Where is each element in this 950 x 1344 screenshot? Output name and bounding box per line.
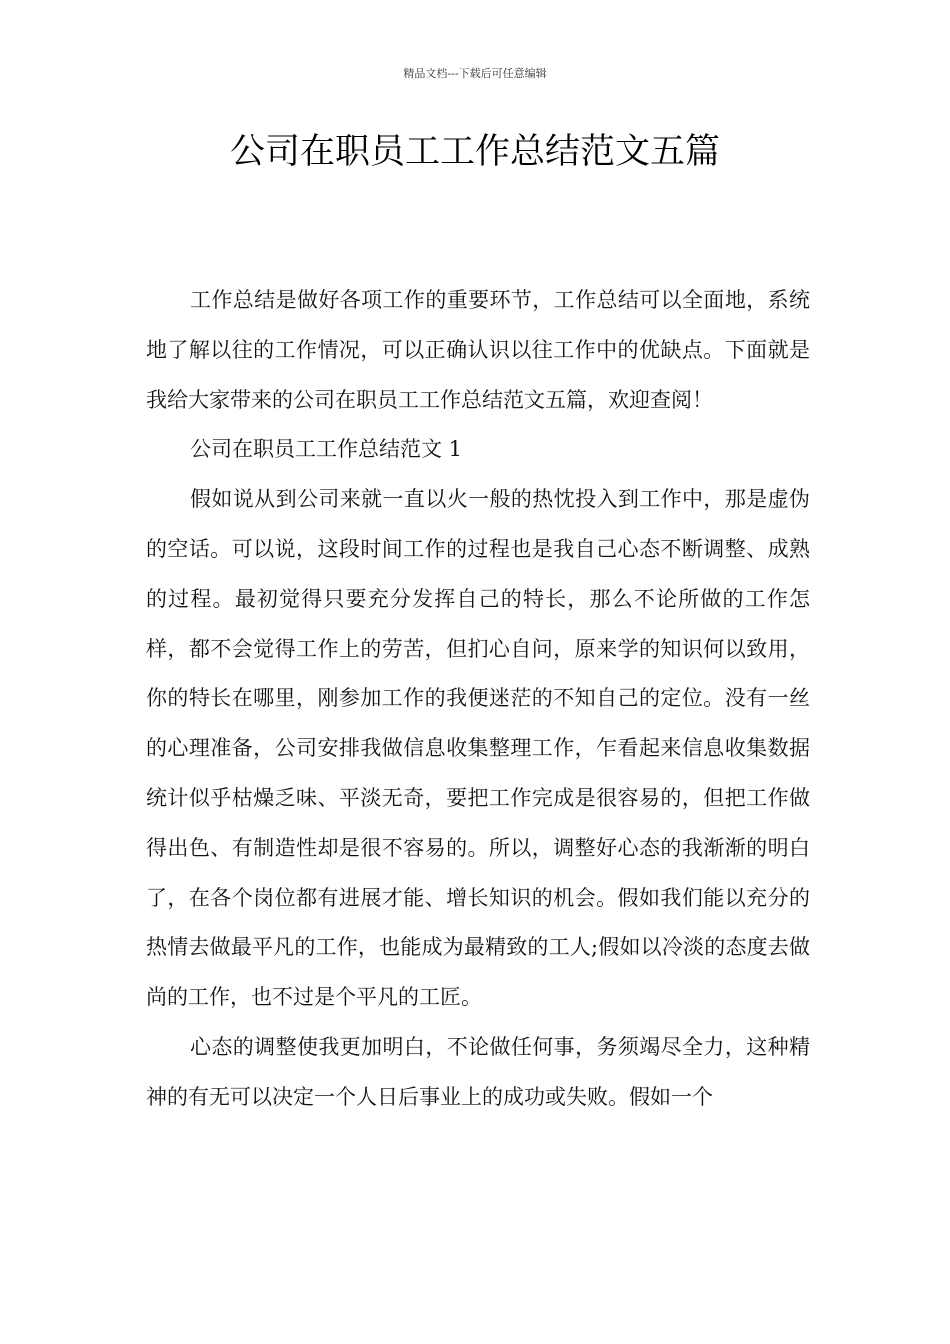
body-paragraph: 心态的调整使我更加明白，不论做任何事，务须竭尽全力，这种精神的有无可以决定一个人日后事业上的成功或失败。假如一个: [146, 1034, 810, 1109]
intro-paragraph: 工作总结是做好各项工作的重要环节，工作总结可以全面地，系统地了解以往的工作情况，可以正确认识以往工作中的优缺点。下面就是我给大家带来的公司在职员工工作总结范文五篇，欢迎查阅！: [146, 288, 810, 412]
body-paragraph: 假如说从到公司来就一直以火一般的热忱投入到工作中，那是虚伪的空话。可以说，这段时间工作的过程也是我自己心态不断调整、成熟的过程。最初觉得只要充分发挥自己的特长，那么不论所做的工作怎样，都不会觉得工作上的劳苦，但扪心自问，原来学的知识何以致用，你的特长在哪里，刚参加工作的我便迷茫的不知自己的定位。没有一丝的心理准备，公司安排我做信息收集整理工作，乍看起来信息收集数据统计似乎枯燥乏味、平淡无奇，要把工作完成是很容易的，但把工作做得出色、有制造性却是很不容易的。所以，调整好心态的我渐渐的明白了，在各个岗位都有进展才能、增长知识的机会。假如我们能以充分的热情去做最平凡的工作，也能成为最精致的工人;假如以冷淡的态度去做尚的工作，也不过是个平凡的工匠。: [146, 487, 810, 1010]
header-note: 精品文档---下载后可任意编辑: [403, 67, 547, 80]
section-heading: 公司在职员工工作总结范文 1: [190, 437, 463, 462]
document-title: 公司在职员工工作总结范文五篇: [229, 132, 720, 172]
document-body: [146, 276, 810, 1123]
